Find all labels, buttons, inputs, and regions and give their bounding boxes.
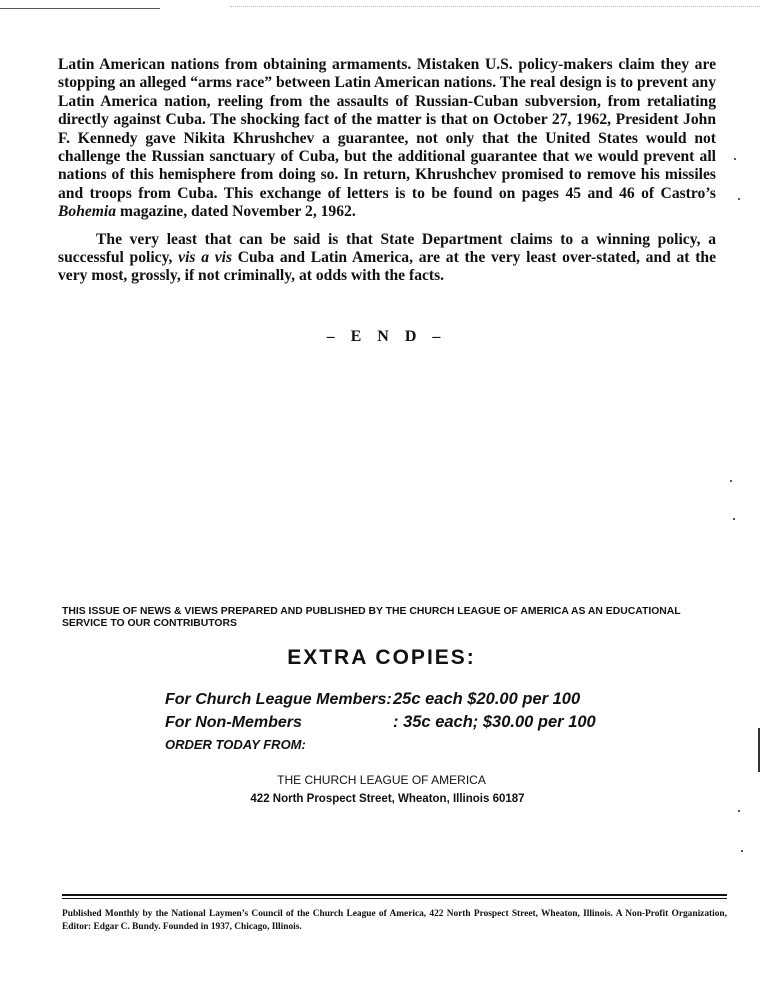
organization-name: THE CHURCH LEAGUE OF AMERICA xyxy=(277,773,486,787)
publication-notice: THIS ISSUE OF NEWS & VIEWS PREPARED AND PUBLISHED BY THE CHURCH LEAGUE OF AMERICA AS AN EDUCATIONAL SERVICE TO OUR CONTRIBUTORS xyxy=(62,606,681,629)
price-value: 25c each $20.00 per 100 xyxy=(393,690,581,708)
top-rule-right xyxy=(230,6,760,7)
scan-speck xyxy=(730,480,732,482)
price-list xyxy=(165,690,596,752)
price-value: : 35c each; $30.00 per 100 xyxy=(393,713,596,731)
mailing-address xyxy=(0,771,763,809)
paragraph-1 xyxy=(58,56,716,222)
scan-edge-mark xyxy=(758,728,760,772)
footer-rule-thin xyxy=(62,898,727,899)
publisher-footer: Published Monthly by the National Laymen’s Council of the Church League of America, 422 North Prospect Street, Wheaton, Illinois. A Non-Profit Organization, Editor: Edgar C. Bundy. Founded in 1937, Chicago, Illinois. xyxy=(62,909,727,932)
paragraph-2-text-end: Cuba and Latin America, are at the very least over-stated, and at the very most, grossly, if not criminally, at odds with the facts. xyxy=(58,249,716,285)
scan-speck xyxy=(734,158,736,160)
article-body xyxy=(58,56,716,286)
order-today-label: ORDER TODAY FROM: xyxy=(165,737,306,752)
paragraph-1-text-end: magazine, dated November 2, 1962. xyxy=(116,203,356,221)
paragraph-1-text: Latin American nations from obtaining armaments. Mistaken U.S. policy-makers claim they are stopping an alleged “arms race” between Latin American nations. The real design is to prevent any Latin America nation, reeling from the assaults of Russian-Cuban subversion, from retaliating directly against Cuba. The shocking fact of the matter is that on October 27, 1962, President John F. Kennedy gave Nikita Khrushchev a guarantee, not only that the United States would not challenge the Russian sanctuary of Cuba, but the additional guarantee that we would prevent all nations of this hemisphere from doing so. In return, Khrushchev promised to remove his missiles and troops from Cuba. This exchange of letters is to be found on pages 45 and 46 of Castro’s xyxy=(58,56,716,202)
top-rule-left xyxy=(0,8,160,9)
scan-speck xyxy=(738,810,740,812)
scan-speck xyxy=(741,850,743,852)
paragraph-2-text: The very least that can be said is that State Department claims to a winning policy, a successful policy, xyxy=(58,230,716,267)
price-row-members xyxy=(165,690,596,713)
street-address: 422 North Prospect Street, Wheaton, Illinois 60187 xyxy=(250,793,525,805)
vis-a-vis-italic: vis a vis xyxy=(178,249,233,267)
paragraph-2 xyxy=(58,231,716,286)
scan-speck xyxy=(733,518,735,520)
bohemia-title: Bohemia xyxy=(58,203,117,221)
footer-rule-thick xyxy=(62,894,727,896)
price-row-non-members xyxy=(165,713,596,736)
scan-speck xyxy=(738,198,740,200)
extra-copies-title: EXTRA COPIES: xyxy=(287,646,476,669)
end-mark: – E N D – xyxy=(326,328,447,345)
price-label: For Church League Members: xyxy=(165,691,392,708)
price-label: For Non-Members xyxy=(165,714,302,731)
